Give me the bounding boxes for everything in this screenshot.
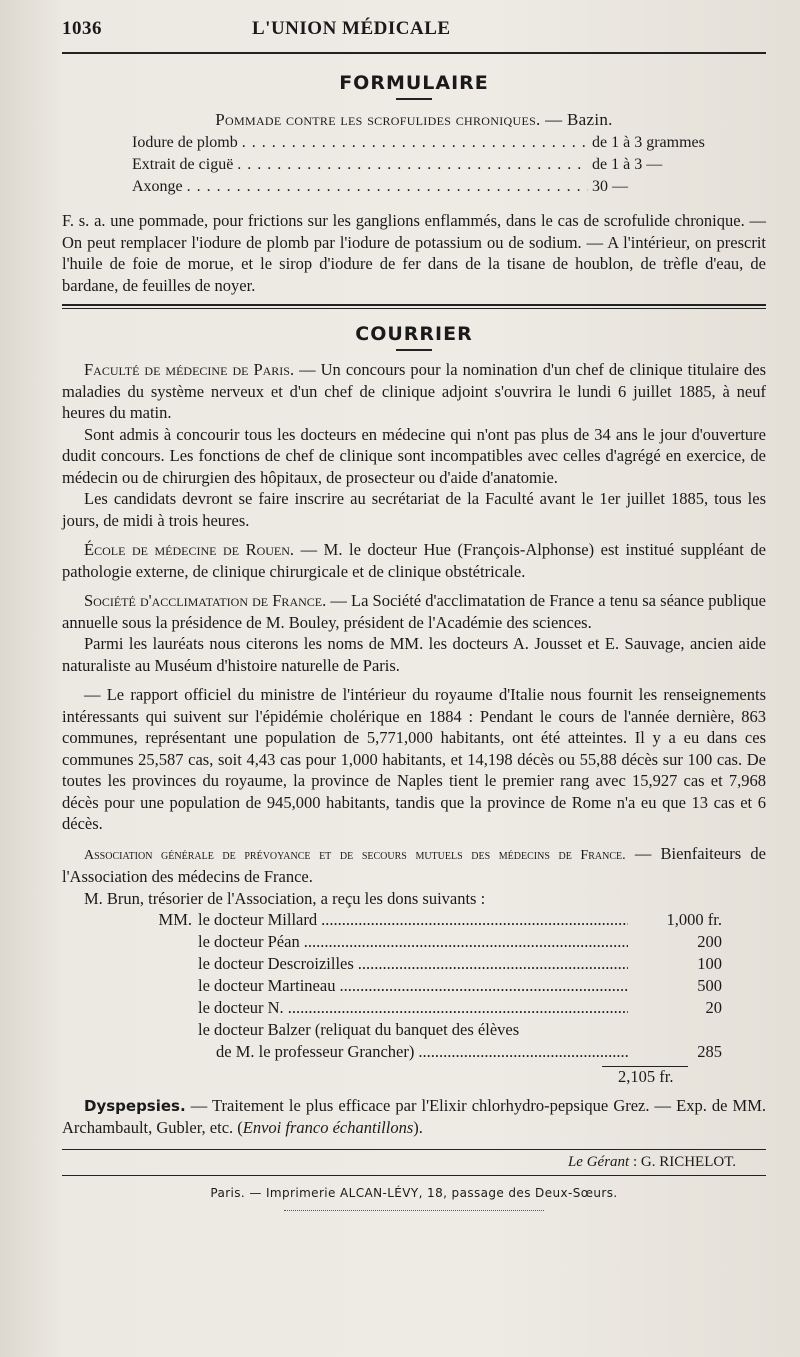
donation-amount: 20 <box>705 997 722 1017</box>
donation-list <box>62 910 766 1089</box>
leader-dots <box>187 178 588 196</box>
candidats-paragraph: Les candidats devront se faire inscrire au secrétariat de la Faculté avant le 1er juillet 1885, tous les jours, de midi à trois heures. <box>62 489 766 530</box>
donation-intro: M. Brun, trésorier de l'Association, a reçu les dons suivants : <box>84 888 486 908</box>
donor-name: le docteur Descroizilles <box>198 953 354 973</box>
donation-amount: 500 <box>697 975 722 995</box>
title-dash <box>396 349 432 351</box>
donation-row <box>62 932 766 954</box>
ingredient-qty: 30 — <box>592 178 628 195</box>
dyspepsies-end: ). <box>413 1118 423 1137</box>
rouen-text: — M. le docteur Hue (François-Alphonse) est institué suppléant de pathologie externe, de clinique chirurgicale et de clinique obstétricale. <box>62 540 766 581</box>
donation-amount: 1,000 fr. <box>666 909 722 929</box>
ingredient-row <box>132 178 742 200</box>
donation-amount: 100 <box>697 953 722 973</box>
laureats-paragraph: Parmi les lauréats nous citerons les noms de MM. les docteurs A. Jousset et E. Sauvage, ancien aide naturaliste au Muséum d'histoire naturelle de Paris. <box>62 634 766 675</box>
running-head <box>62 18 766 46</box>
header-rule <box>62 52 766 54</box>
formulaire-paragraph: F. s. a. une pommade, pour frictions sur les ganglions enflammés, dans le cas de scrofulide chronique. — On peut remplacer l'iodure de plomb par l'iodure de potassium ou de sodium. — A l'intérieur, on prescrit l'huile de foie de morue, et le sirop d'iodure de fer dans de la tisane de houblon, de trèfle d'eau, de bardane, de feuilles de noyer. <box>62 211 766 295</box>
dyspepsies-paragraph <box>62 1095 766 1139</box>
association-text: — Bienfaiteurs de l'Association des médecins de France. <box>62 843 766 886</box>
donor-name: le docteur Martineau <box>198 975 336 995</box>
donation-amount: 285 <box>697 1041 722 1061</box>
donor-name: le docteur Péan <box>198 931 300 951</box>
leader-dots <box>242 134 588 152</box>
faculte-paragraph <box>62 359 766 424</box>
courrier-title: COURRIER <box>355 323 473 345</box>
donation-lead: MM. <box>158 909 192 929</box>
faculte-label: Faculté de médecine de Paris. <box>84 360 295 379</box>
page-number: 1036 <box>62 18 102 39</box>
imprint-underline <box>284 1210 544 1211</box>
donation-row <box>62 954 766 976</box>
faculte-text: — Un concours pour la nomination d'un chef de clinique titulaire des maladies du système nerveux et d'un chef de clinique adjoint s'ouvrira le lundi 6 juillet 1885, à neuf heures du matin. <box>62 360 767 422</box>
dyspepsies-italic: Envoi franco échantillons <box>242 1118 414 1137</box>
donor-name: le docteur Balzer (reliquat du banquet des élèves <box>198 1019 520 1039</box>
recipe-title <box>62 110 766 130</box>
association-paragraph <box>62 843 766 888</box>
donation-row <box>62 998 766 1020</box>
ingredient-name: Iodure de plomb <box>132 134 238 151</box>
leader-dots <box>288 998 628 1018</box>
ingredient-qty: de 1 à 3 grammes <box>592 134 705 151</box>
leader-dots <box>339 976 628 996</box>
leader-dots <box>418 1042 628 1062</box>
donor-name: le docteur Millard <box>198 909 318 929</box>
dyspepsies-text: — Traitement le plus efficace par l'Elixir chlorhydro-pepsique Grez. — Exp. de MM. Archambault, Gubler, etc. ( <box>62 1095 766 1137</box>
gerant-label: Le Gérant <box>567 1153 630 1170</box>
ingredient-name: Axonge <box>132 178 183 195</box>
ingredient-row <box>132 134 742 156</box>
recipe-author: — Bazin. <box>540 110 613 129</box>
rouen-paragraph <box>62 539 766 582</box>
title-dash <box>396 98 432 100</box>
donation-amount: 200 <box>697 931 722 951</box>
acclimatation-paragraph <box>62 590 766 633</box>
dyspepsies-label: Dyspepsies. <box>84 1096 186 1115</box>
recipe-name: Pommade contre les scrofulides chroniques. <box>215 110 541 129</box>
ingredient-row <box>132 156 742 178</box>
leader-dots <box>358 954 628 974</box>
acclimatation-text: — La Société d'acclimatation de France a tenu sa séance publique annuelle sous la présidence de M. Bouley, président de l'Académie des sciences. <box>62 591 766 632</box>
leader-dots <box>237 156 588 174</box>
donation-row <box>62 976 766 998</box>
gerant-line <box>62 1154 766 1171</box>
ingredient-qty: de 1 à 3 — <box>592 156 663 173</box>
italie-paragraph: — Le rapport officiel du ministre de l'intérieur du royaume d'Italie nous fournit les renseignements intéressants qui suivent sur l'épidémie cholérique en 1884 : Pendant le cours de l'année dernière, 863 communes, représentant une population de 5,771,000 habitants, ont été atteintes. Il y a eu dans ces communes 25,587 cas, soit 4,43 cas pour 1,000 habitants, et 14,198 décès ou 55,88 décès sur 100 cas. De toutes les provinces du royaume, la province de Naples tient le premier rang avec 15,927 cas et 7,968 décès pour une population de 945,000 habitants, tandis que la province de Rome n'a eu que 13 cas et 6 décès. <box>62 685 766 833</box>
donation-row-balzer-1 <box>62 1020 766 1042</box>
leader-dots <box>321 910 628 930</box>
leader-dots <box>304 932 628 952</box>
section-rule <box>62 304 766 309</box>
donor-name-continued: de M. le professeur Grancher) <box>216 1041 415 1061</box>
imprint-rule <box>62 1175 766 1176</box>
journal-title: L'UNION MÉDICALE <box>252 18 451 39</box>
rouen-label: École de médecine de Rouen. <box>84 540 295 559</box>
ingredient-list <box>62 134 766 200</box>
donation-row-balzer-2 <box>62 1042 766 1064</box>
ingredient-name: Extrait de ciguë <box>132 156 234 173</box>
association-label: Association générale de prévoyance et de secours mutuels des médecins de France. <box>84 847 626 863</box>
donation-total: 2,105 fr. <box>618 1066 674 1086</box>
admis-paragraph: Sont admis à concourir tous les docteurs en médecine qui n'ont pas plus de 34 ans le jour d'ouverture dudit concours. Les fonctions de chef de clinique sont incompatibles avec celles d'agrégé en exercice, de médecin ou de chirurgien des hôpitaux, de prosecteur ou d'aide d'anatomie. <box>62 424 766 487</box>
gerant-name: : G. RICHELOT. <box>629 1153 736 1170</box>
donation-row <box>62 910 766 932</box>
footer-rule <box>62 1149 766 1150</box>
imprint: Paris. — Imprimerie ALCAN-LÉVY, 18, passage des Deux-Sœurs. <box>210 1185 618 1200</box>
acclimatation-label: Société d'acclimatation de France. <box>84 591 327 610</box>
donor-name: le docteur N. <box>198 997 284 1017</box>
formulaire-title: FORMULAIRE <box>339 72 489 94</box>
